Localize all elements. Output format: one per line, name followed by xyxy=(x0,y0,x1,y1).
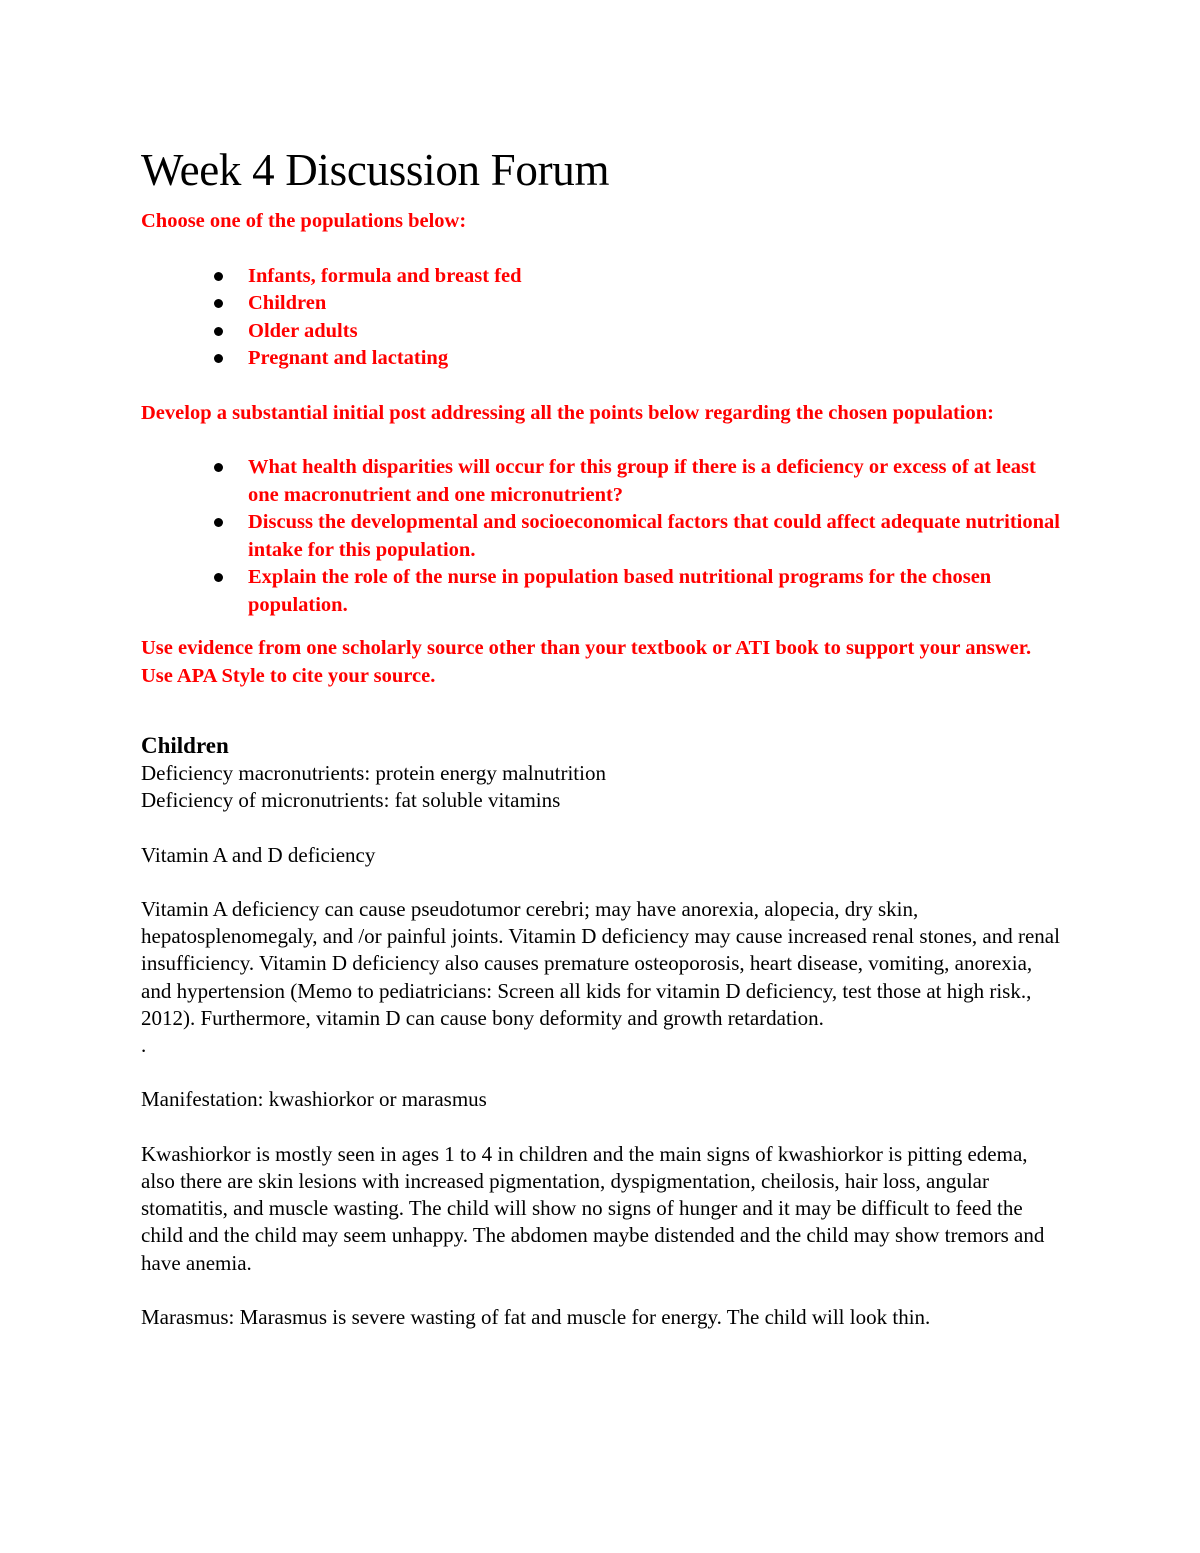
points-list xyxy=(141,454,1066,619)
stray-mark: . xyxy=(141,1033,147,1057)
spacer xyxy=(141,373,1066,400)
document-page xyxy=(141,140,1066,1331)
vitamin-heading: Vitamin A and D deficiency xyxy=(141,842,376,867)
list-item xyxy=(248,454,1066,509)
kwashiorkor-paragraph: Kwashiorkor is mostly seen in ages 1 to 4 in children and the main signs of kwashiorkor is pitting edema, also there are skin lesions with increased pigmentation, dyspigmentation, cheilosis, hair loss, angular stomatitis, and muscle wasting. The child will show no signs of hunger and it may be difficult to feed the child and the child may seem unhappy. The abdomen maybe distended and the child may show tremors and have anemia. xyxy=(141,1141,1045,1275)
manifestation-line: Manifestation: kwashiorkor or marasmus xyxy=(141,1087,487,1112)
bullet-icon xyxy=(214,573,223,582)
spacer xyxy=(141,427,1066,454)
spacer xyxy=(141,869,1066,896)
bullet-icon xyxy=(214,463,223,472)
bullet-icon xyxy=(214,327,223,336)
bullet-icon xyxy=(214,272,223,281)
marasmus-paragraph: Marasmus: Marasmus is severe wasting of fat and muscle for energy. The child will look thin. xyxy=(141,1304,931,1329)
choose-prompt: Choose one of the populations below: xyxy=(141,210,467,232)
population-list xyxy=(141,263,1066,373)
population-item: Infants, formula and breast fed xyxy=(248,264,522,287)
answer-heading: Children xyxy=(141,733,229,758)
population-item: Pregnant and lactating xyxy=(248,347,449,369)
spacer xyxy=(141,690,1066,731)
bullet-icon xyxy=(214,299,223,308)
vitamin-paragraph: Vitamin A deficiency can cause pseudotumor cerebri; may have anorexia, alopecia, dry skin, hepatosplenomegaly, and /or painful joints. Vitamin D deficiency may cause increased renal stones, and renal insufficiency. Vitamin D deficiency also causes premature osteoporosis, heart disease, vomiting, anorexia, and hypertension (Memo to pediatricians: Screen all kids for vitamin D deficiency, test those at high risk., 2012). Furthermore, vitamin D can cause bony deformity and growth retardation. xyxy=(141,896,1060,1030)
point-item: Explain the role of the nurse in population based nutritional programs for the chosen population. xyxy=(248,566,992,616)
bullet-icon xyxy=(214,518,223,527)
spacer xyxy=(141,619,1066,635)
list-item xyxy=(248,345,1066,373)
bullet-icon xyxy=(214,354,223,363)
spacer xyxy=(141,1277,1066,1304)
list-item xyxy=(248,290,1066,318)
spacer xyxy=(141,1114,1066,1141)
spacer xyxy=(141,814,1066,841)
point-item: What health disparities will occur for this group if there is a deficiency or excess of at least one macronutrient and one micronutrient? xyxy=(248,456,1036,506)
population-item: Older adults xyxy=(248,319,358,342)
point-item: Discuss the developmental and socioeconomical factors that could affect adequate nutritional intake for this population. xyxy=(248,511,1060,561)
list-item xyxy=(248,564,1066,619)
spacer xyxy=(141,236,1066,263)
document-title: Week 4 Discussion Forum xyxy=(141,145,610,195)
population-item: Children xyxy=(248,292,327,314)
develop-prompt: Develop a substantial initial post addressing all the points below regarding the chosen population: xyxy=(141,401,994,424)
spacer xyxy=(141,1059,1066,1086)
list-item xyxy=(248,509,1066,564)
evidence-prompt: Use evidence from one scholarly source other than your textbook or ATI book to support your answer. Use APA Style to cite your source. xyxy=(141,637,1032,687)
micro-line: Deficiency of micronutrients: fat soluble vitamins xyxy=(141,788,561,813)
macro-line: Deficiency macronutrients: protein energy malnutrition xyxy=(141,761,606,785)
list-item xyxy=(248,318,1066,346)
list-item xyxy=(248,263,1066,291)
